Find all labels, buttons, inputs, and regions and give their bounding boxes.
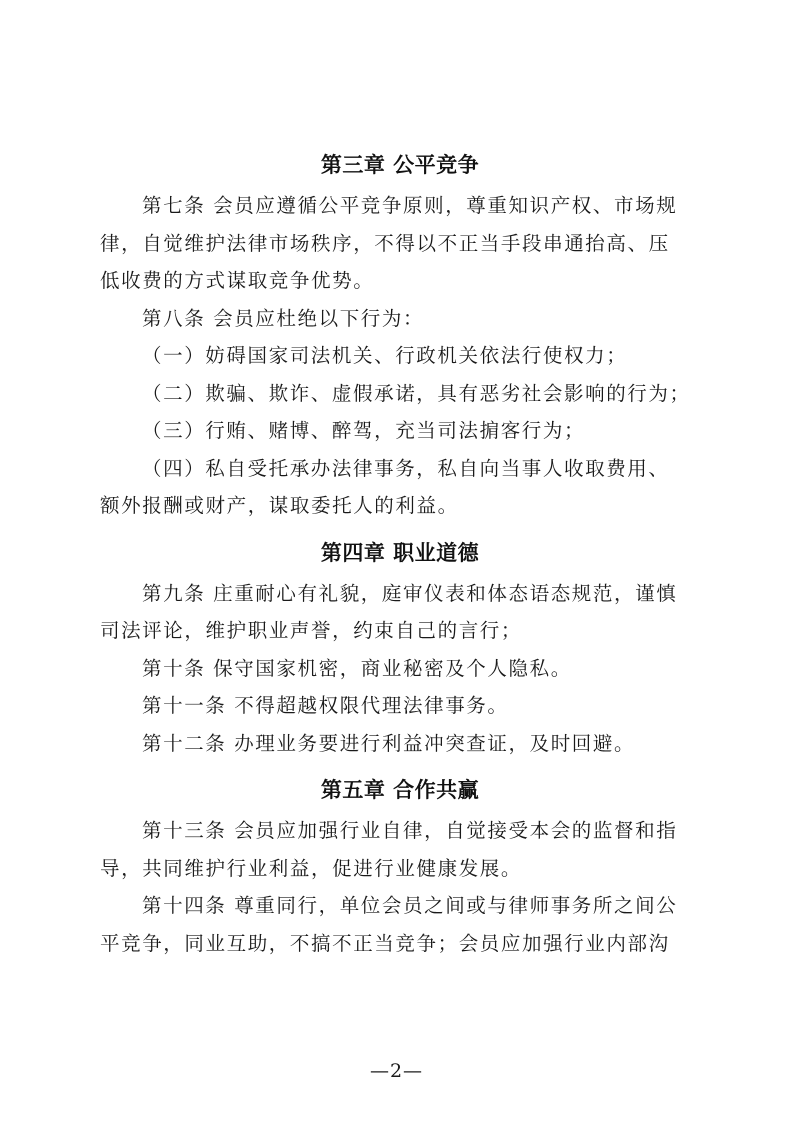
paragraph-line: 额外报酬或财产，谋取委托人的利益。 xyxy=(100,494,459,517)
paragraph-line: （二）欺骗、欺诈、虚假承诺，具有恶劣社会影响的行为； xyxy=(142,381,691,405)
chapter-heading: 第四章 职业道德 xyxy=(320,540,480,565)
paragraph-line: （四）私自受托承办法律事务，私自向当事人收取费用、 xyxy=(142,456,670,480)
paragraph-line: 律，自觉维护法律市场秩序，不得以不正当手段串通抬高、压 xyxy=(100,231,670,255)
paragraph-line: 第十四条 尊重同行，单位会员之间或与律师事务所之间公 xyxy=(142,894,678,917)
paragraph-line: （一）妨碍国家司法机关、行政机关依法行使权力； xyxy=(142,344,628,367)
paragraph-line: 低收费的方式谋取竞争优势。 xyxy=(100,269,375,292)
paragraph-line: 第十三条 会员应加强行业自律，自觉接受本会的监督和指 xyxy=(142,819,678,842)
paragraph-line: 司法评论，维护职业声誉，约束自己的言行； xyxy=(100,619,523,642)
paragraph-line: 第八条 会员应杜绝以下行为： xyxy=(142,306,425,330)
chapter-heading: 第三章 公平竞争 xyxy=(320,153,480,177)
paragraph-line: 第七条 会员应遵循公平竞争原则，尊重知识产权、市场规 xyxy=(142,194,678,217)
paragraph-line: 第十二条 办理业务要进行利益冲突查证，及时回避。 xyxy=(142,731,636,755)
chapter-heading: 第五章 合作共赢 xyxy=(320,778,480,802)
page-number: —2— xyxy=(369,1060,424,1082)
paragraph-line: 第九条 庄重耐心有礼貌，庭审仪表和体态语态规范，谨慎 xyxy=(142,581,678,605)
paragraph-line: （三）行贿、赌博、醉驾，充当司法掮客行为； xyxy=(142,419,586,442)
paragraph-line: 导，共同维护行业利益，促进行业健康发展。 xyxy=(100,856,523,880)
paragraph-line: 第十一条 不得超越权限代理法律事务。 xyxy=(142,694,509,717)
document-body xyxy=(100,145,700,962)
paragraph-line: 第十条 保守国家机密，商业秘密及个人隐私。 xyxy=(142,656,572,680)
paragraph-line: 平竞争，同业互助，不搞不正当竞争；会员应加强行业内部沟 xyxy=(100,931,670,955)
